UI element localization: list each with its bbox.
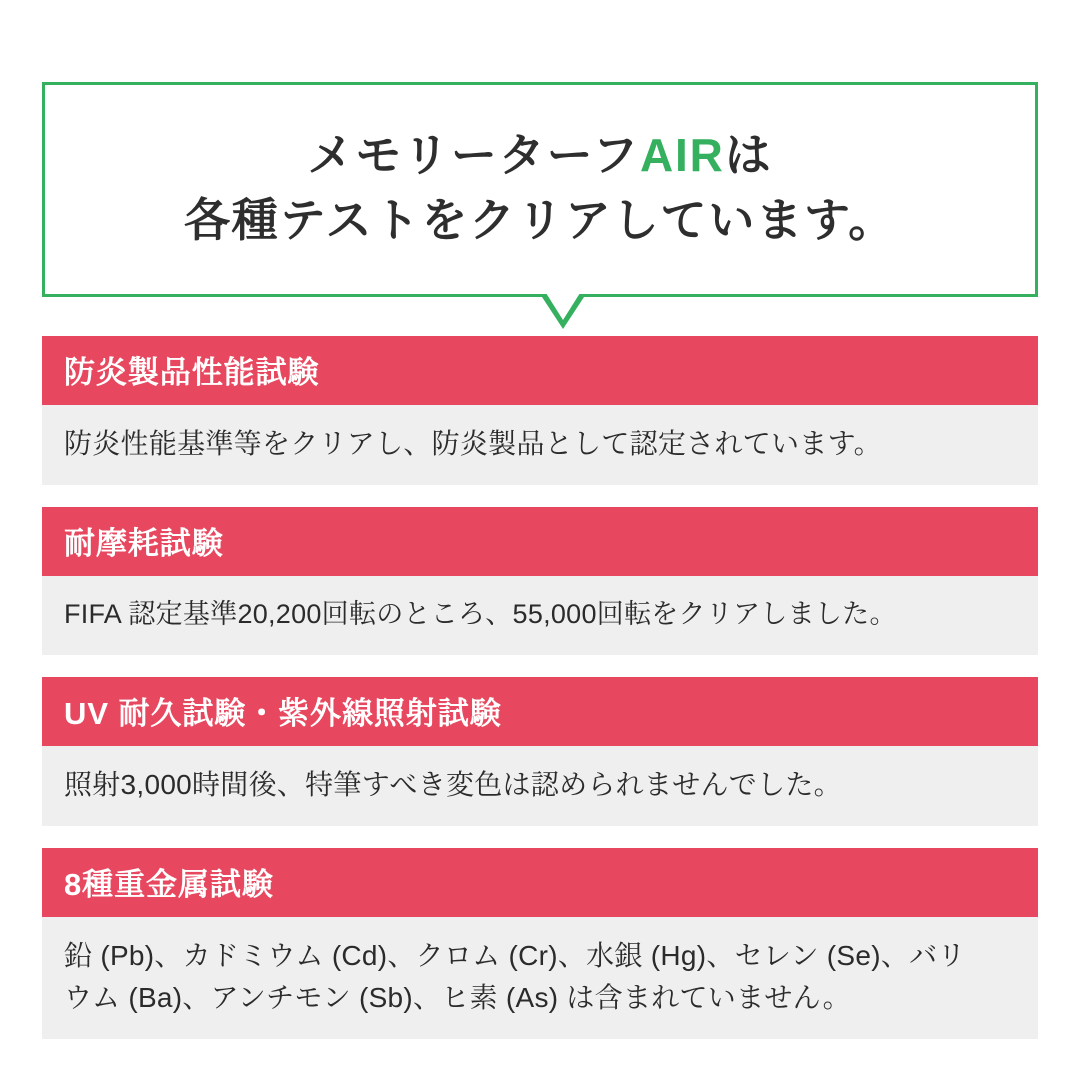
test-card — [42, 677, 1038, 826]
headline-callout — [42, 82, 1038, 297]
headline-line-2: 各種テストをクリアしています。 — [183, 194, 897, 247]
test-card — [42, 336, 1038, 485]
headline-suffix: は — [724, 129, 773, 181]
test-card-body — [42, 746, 1038, 826]
test-card — [42, 848, 1038, 1039]
test-card-body-line: 鉛 (Pb)、カドミウム (Cd)、クロム (Cr)、水銀 (Hg)、セレン (Se)、バリ — [64, 939, 966, 971]
headline-accent: AIR — [640, 129, 725, 181]
test-card-body-line: ウム (Ba)、アンチモン (Sb)、ヒ素 (As) は含まれていません。 — [64, 981, 851, 1013]
test-card-body-line: FIFA 認定基準20,200回転のところ、55,000回転をクリアしました。 — [64, 599, 897, 629]
headline-prefix: メモリーターフ — [307, 129, 640, 181]
test-card-body — [42, 917, 1038, 1039]
test-list — [42, 336, 1038, 1061]
test-card-title: 防炎製品性能試験 — [42, 336, 1038, 405]
test-card-title: 耐摩耗試験 — [42, 507, 1038, 576]
test-card-body — [42, 576, 1038, 655]
test-card-title: UV 耐久試験・紫外線照射試験 — [42, 677, 1038, 746]
headline-line-1 — [65, 123, 1015, 188]
test-card-title: 8種重金属試験 — [42, 848, 1038, 917]
test-card-body-line: 照射3,000時間後、特筆すべき変色は認められませんでした。 — [64, 768, 842, 800]
test-card — [42, 507, 1038, 655]
callout-tail-fill — [546, 293, 580, 320]
test-card-body — [42, 405, 1038, 485]
headline-box — [42, 82, 1038, 297]
test-card-body-line: 防炎性能基準等をクリアし、防炎製品として認定されています。 — [64, 428, 882, 459]
